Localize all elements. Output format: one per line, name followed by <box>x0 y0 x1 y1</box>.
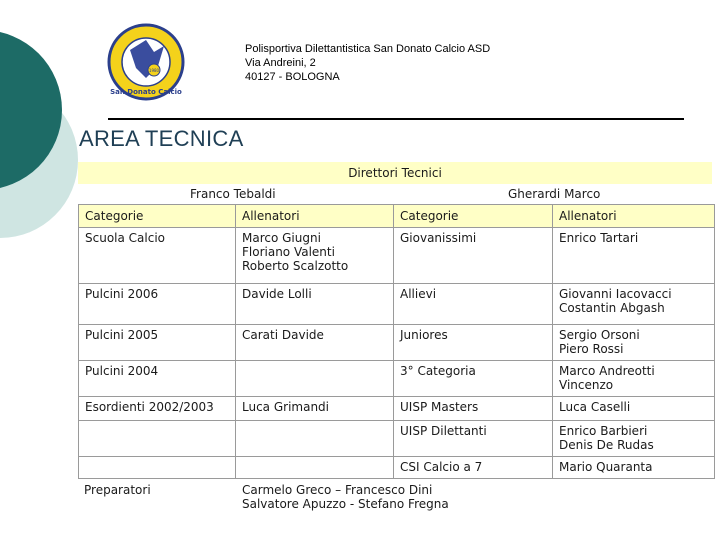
coach-name: Marco Andreotti <box>559 364 655 378</box>
section-title: AREA TECNICA <box>79 126 244 151</box>
coach-cell <box>236 361 394 397</box>
table-row <box>79 457 715 479</box>
table-row <box>79 228 715 284</box>
coach-cell <box>553 228 715 284</box>
coach-name: Vincenzo <box>559 378 614 392</box>
coach-cell <box>553 397 715 421</box>
coach-cell <box>553 457 715 479</box>
category-cell: CSI Calcio a 7 <box>394 457 553 479</box>
coach-name: Carati Davide <box>242 328 324 342</box>
club-address-block <box>245 42 490 84</box>
table-row <box>79 325 715 361</box>
coach-name: Marco Giugni <box>242 231 321 245</box>
coach-name: Sergio Orsoni <box>559 328 640 342</box>
coach-name: Piero Rossi <box>559 342 624 356</box>
directors-heading: Direttori Tecnici <box>348 166 442 180</box>
category-cell: Esordienti 2002/2003 <box>79 397 236 421</box>
preparatori-label: Preparatori <box>84 483 151 497</box>
decorative-circles <box>0 0 80 300</box>
coach-name: Luca Grimandi <box>242 400 330 414</box>
category-cell <box>79 421 236 457</box>
coach-cell <box>553 361 715 397</box>
coach-cell <box>553 284 715 325</box>
coach-name: Roberto Scalzotto <box>242 259 349 273</box>
coach-name: Mario Quaranta <box>559 460 653 474</box>
header-categorie-1: Categorie <box>79 205 236 228</box>
coaches-table <box>78 204 715 479</box>
coach-cell <box>236 457 394 479</box>
header-divider <box>108 118 684 120</box>
table-row <box>79 421 715 457</box>
category-cell: Allievi <box>394 284 553 325</box>
logo-text: San Donato Calcio <box>110 88 182 96</box>
club-logo <box>106 22 186 102</box>
header-allenatori-2: Allenatori <box>553 205 715 228</box>
club-city: 40127 - BOLOGNA <box>245 71 340 83</box>
table-row <box>79 397 715 421</box>
category-cell: UISP Dilettanti <box>394 421 553 457</box>
header-categorie-2: Categorie <box>394 205 553 228</box>
club-name: Polisportiva Dilettantistica San Donato Calcio ASD <box>245 43 491 55</box>
category-cell: UISP Masters <box>394 397 553 421</box>
coach-cell <box>553 325 715 361</box>
preparatori-line: Salvatore Apuzzo - Stefano Fregna <box>242 497 449 511</box>
director-left: Franco Tebaldi <box>190 187 276 201</box>
category-cell: 3° Categoria <box>394 361 553 397</box>
coach-name: Denis De Rudas <box>559 438 654 452</box>
logo-badge: 1980 <box>148 68 160 73</box>
category-cell: Pulcini 2005 <box>79 325 236 361</box>
coach-cell <box>236 325 394 361</box>
coach-cell <box>236 397 394 421</box>
coach-cell <box>236 421 394 457</box>
coach-cell <box>236 228 394 284</box>
table-row <box>79 361 715 397</box>
preparatori-line: Carmelo Greco – Francesco Dini <box>242 483 433 497</box>
table-row <box>79 284 715 325</box>
coach-name: Enrico Barbieri <box>559 424 648 438</box>
table-header-row <box>79 205 715 228</box>
category-cell <box>79 457 236 479</box>
header-allenatori-1: Allenatori <box>236 205 394 228</box>
director-right: Gherardi Marco <box>508 187 601 201</box>
coach-cell <box>236 284 394 325</box>
coach-name: Giovanni Iacovacci <box>559 287 672 301</box>
coach-cell <box>553 421 715 457</box>
category-cell: Pulcini 2006 <box>79 284 236 325</box>
coach-name: Costantin Abgash <box>559 301 665 315</box>
coach-name: Enrico Tartari <box>559 231 639 245</box>
category-cell: Giovanissimi <box>394 228 553 284</box>
category-cell: Juniores <box>394 325 553 361</box>
coach-name: Floriano Valenti <box>242 245 335 259</box>
club-street: Via Andreini, 2 <box>245 57 316 69</box>
preparatori-names <box>242 483 449 511</box>
coach-name: Davide Lolli <box>242 287 312 301</box>
coach-name: Luca Caselli <box>559 400 631 414</box>
directors-band <box>78 162 712 184</box>
category-cell: Pulcini 2004 <box>79 361 236 397</box>
category-cell: Scuola Calcio <box>79 228 236 284</box>
